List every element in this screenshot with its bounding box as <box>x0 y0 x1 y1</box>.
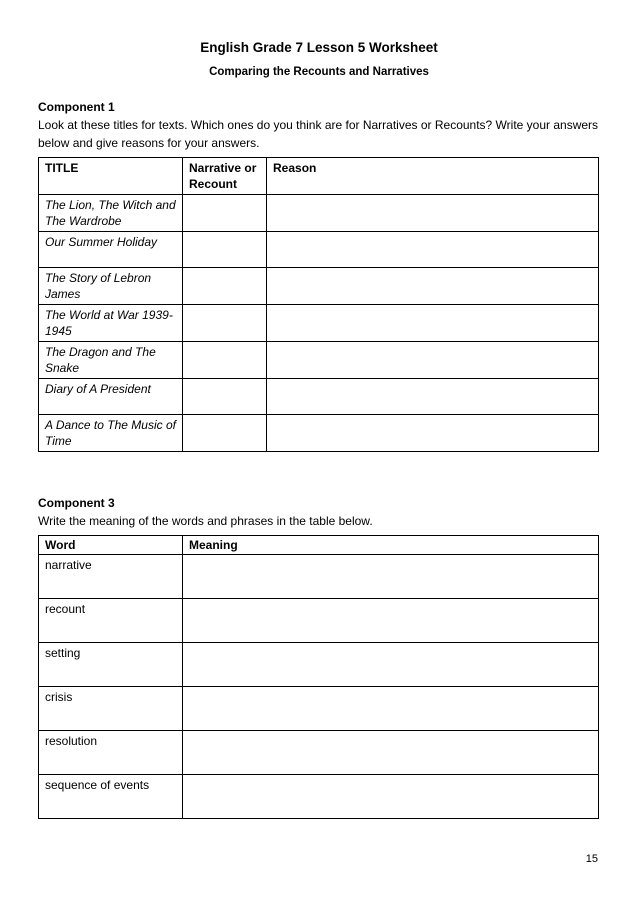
meaning-answer-cell[interactable] <box>183 599 599 643</box>
table-row <box>39 268 599 305</box>
meaning-answer-cell[interactable] <box>183 643 599 687</box>
meaning-answer-cell[interactable] <box>183 555 599 599</box>
narrative-or-recount-answer-cell[interactable] <box>183 342 267 379</box>
header-word: Word <box>39 536 183 555</box>
table-row <box>39 195 599 232</box>
text-title-cell: Diary of A President <box>39 379 183 415</box>
narrative-or-recount-answer-cell[interactable] <box>183 268 267 305</box>
header-narrative-or-recount: Narrative or Recount <box>183 158 267 195</box>
reason-answer-cell[interactable] <box>267 305 599 342</box>
table-header-row <box>39 536 599 555</box>
meaning-answer-cell[interactable] <box>183 687 599 731</box>
worksheet-subtitle: Comparing the Recounts and Narratives <box>209 66 429 78</box>
text-title-cell: The Story of Lebron James <box>39 268 183 305</box>
text-title-cell: A Dance to The Music of Time <box>39 415 183 452</box>
page-number: 15 <box>585 853 598 865</box>
text-title-cell: The World at War 1939-1945 <box>39 305 183 342</box>
component3-table <box>38 535 599 819</box>
word-cell: crisis <box>39 687 183 731</box>
table-row <box>39 305 599 342</box>
table-row <box>39 687 599 731</box>
narrative-or-recount-answer-cell[interactable] <box>183 232 267 268</box>
reason-answer-cell[interactable] <box>267 195 599 232</box>
reason-answer-cell[interactable] <box>267 342 599 379</box>
text-title-cell: Our Summer Holiday <box>39 232 183 268</box>
word-cell: resolution <box>39 731 183 775</box>
narrative-or-recount-answer-cell[interactable] <box>183 195 267 232</box>
component3-instructions: Write the meaning of the words and phrases in the table below. <box>38 514 373 528</box>
text-title-cell: The Lion, The Witch and The Wardrobe <box>39 195 183 232</box>
table-row <box>39 415 599 452</box>
component1-instructions: Look at these titles for texts. Which ones do you think are for Narratives or Recounts? Write your answers below and give reasons for your answers. <box>38 118 599 150</box>
header-title: TITLE <box>39 158 183 195</box>
reason-answer-cell[interactable] <box>267 415 599 452</box>
table-row <box>39 555 599 599</box>
reason-answer-cell[interactable] <box>267 379 599 415</box>
table-row <box>39 643 599 687</box>
text-title-cell: The Dragon and The Snake <box>39 342 183 379</box>
component3-heading: Component 3 <box>38 496 115 510</box>
component1-table <box>38 157 599 452</box>
reason-answer-cell[interactable] <box>267 268 599 305</box>
narrative-or-recount-answer-cell[interactable] <box>183 415 267 452</box>
component1-heading: Component 1 <box>38 100 115 114</box>
worksheet-title: English Grade 7 Lesson 5 Worksheet <box>200 40 438 55</box>
meaning-answer-cell[interactable] <box>183 731 599 775</box>
table-header-row <box>39 158 599 195</box>
header-reason: Reason <box>267 158 599 195</box>
meaning-answer-cell[interactable] <box>183 775 599 819</box>
word-cell: setting <box>39 643 183 687</box>
header-meaning: Meaning <box>183 536 599 555</box>
table-row <box>39 731 599 775</box>
word-cell: recount <box>39 599 183 643</box>
table-row <box>39 775 599 819</box>
reason-answer-cell[interactable] <box>267 232 599 268</box>
table-row <box>39 342 599 379</box>
table-row <box>39 599 599 643</box>
narrative-or-recount-answer-cell[interactable] <box>183 305 267 342</box>
table-row <box>39 379 599 415</box>
narrative-or-recount-answer-cell[interactable] <box>183 379 267 415</box>
word-cell: narrative <box>39 555 183 599</box>
word-cell: sequence of events <box>39 775 183 819</box>
table-row <box>39 232 599 268</box>
